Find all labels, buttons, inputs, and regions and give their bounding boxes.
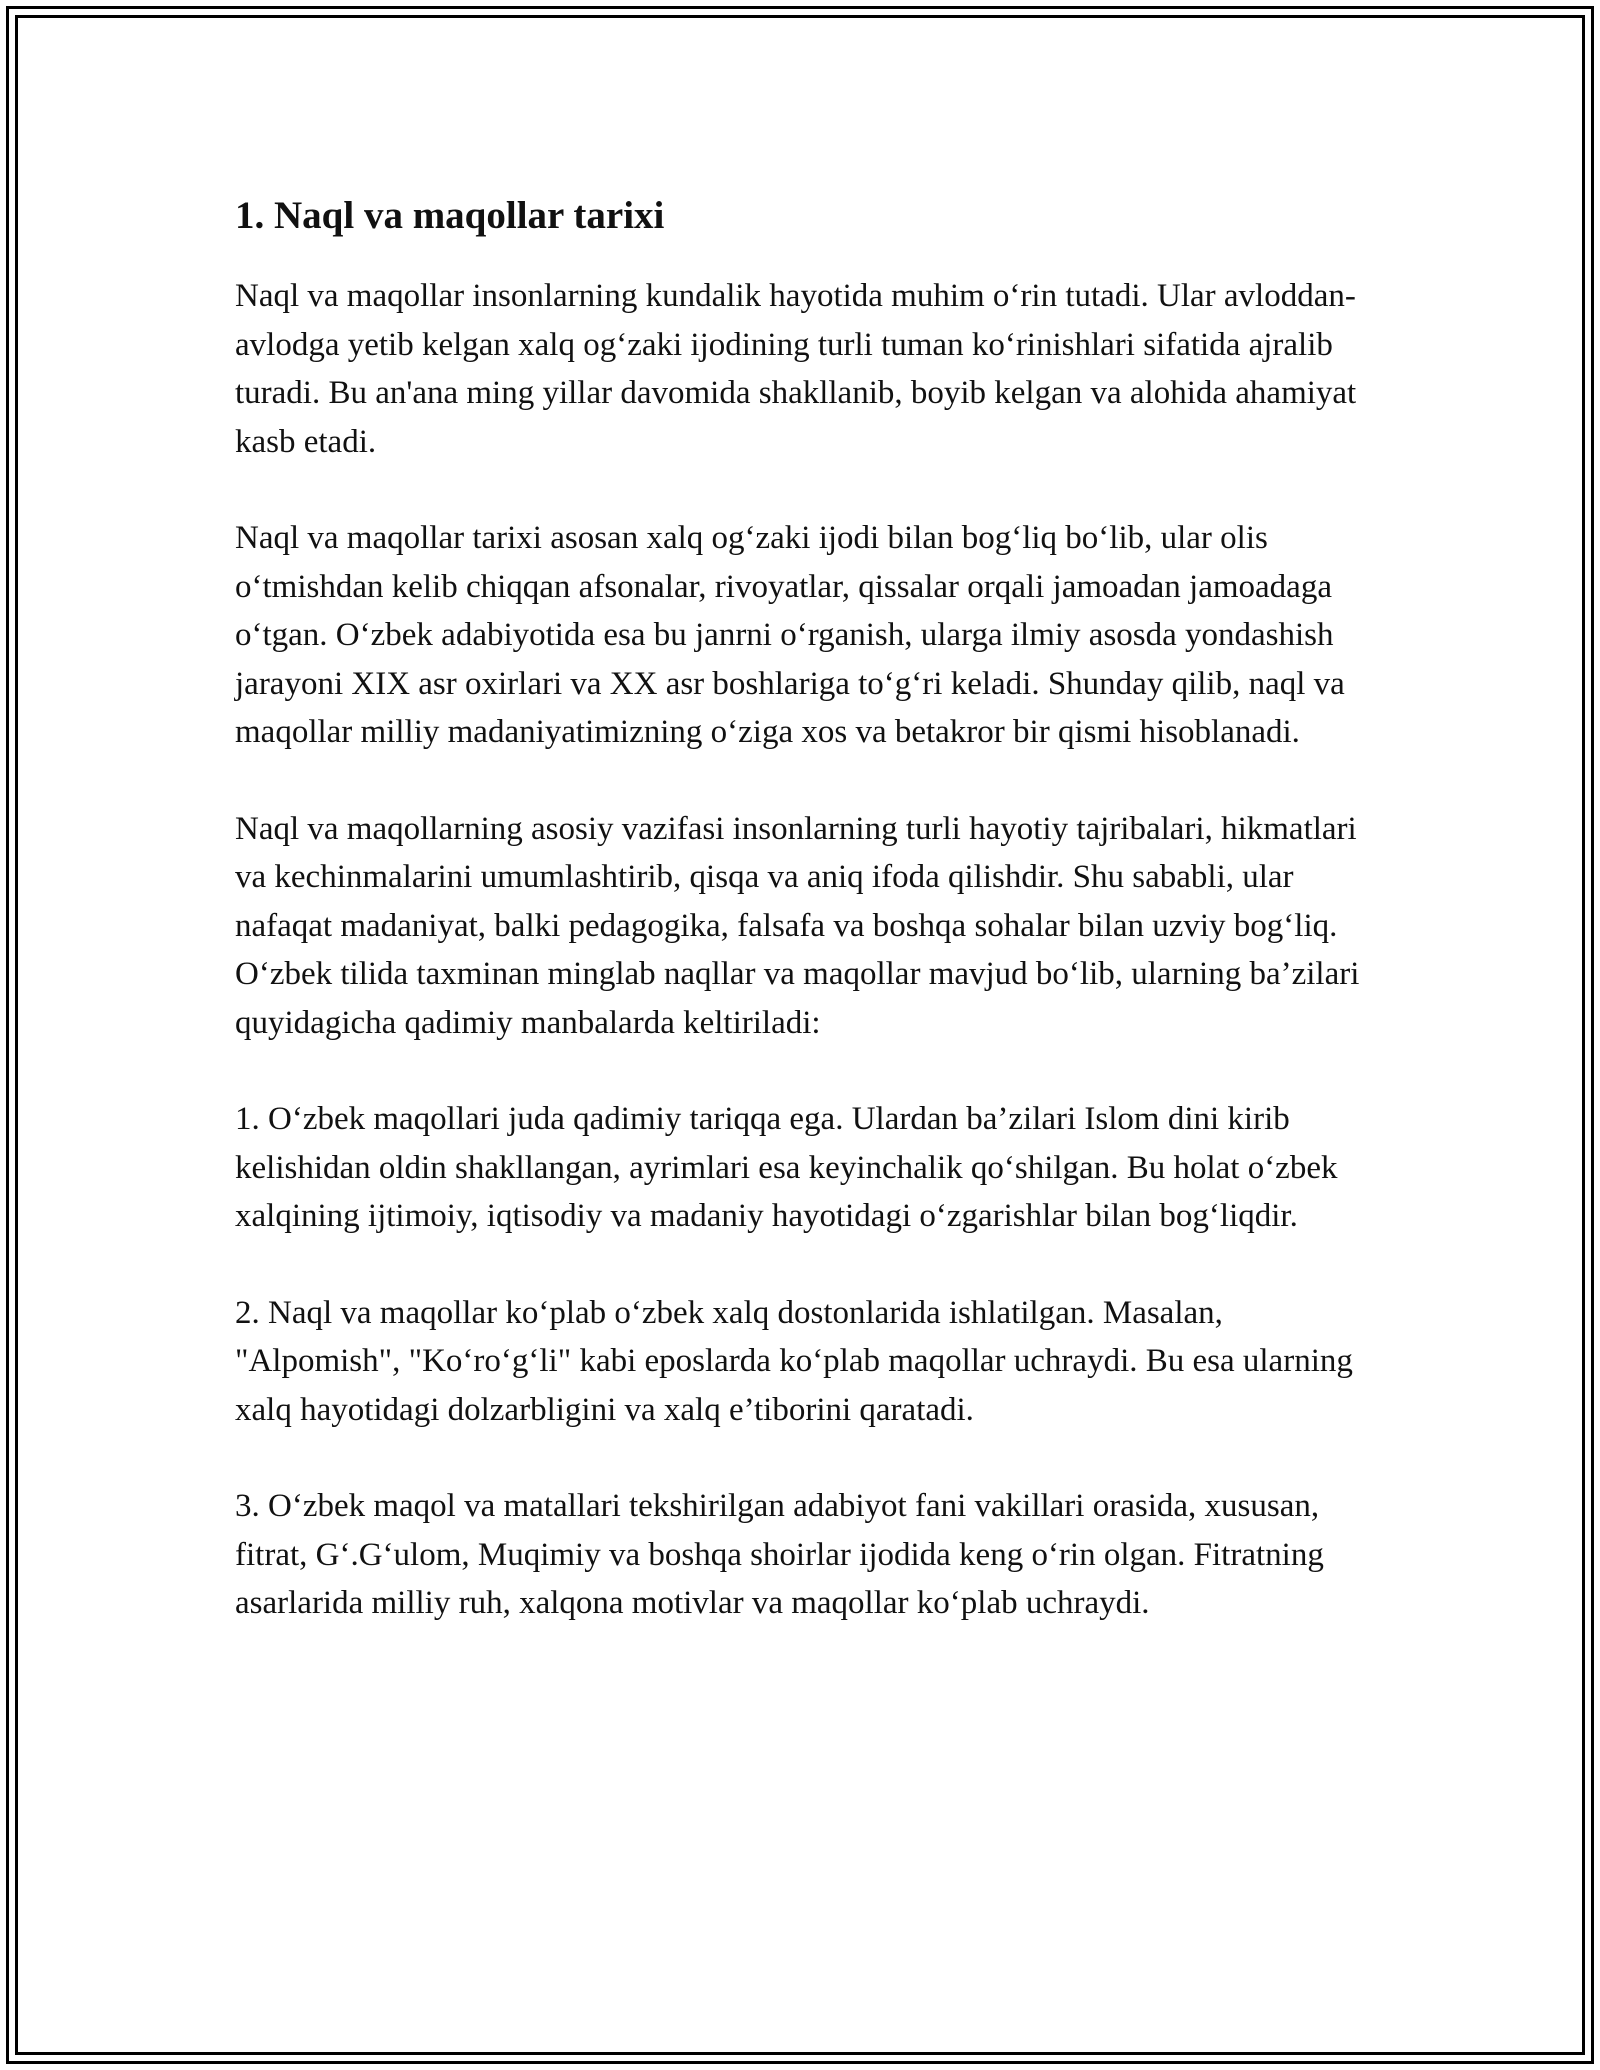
- list-item-1: 1. O‘zbek maqollari juda qadimiy tariqqa ega. Ulardan ba’zilari Islom dini kirib kelishidan oldin shakllangan, ayrimlari esa keyinchalik qo‘shilgan. Bu holat o‘zbek xalqining ijtimoiy, iqtisodiy va madaniy hayotidagi o‘zgarishlar bilan bog‘liqdir.: [235, 1101, 1338, 1234]
- paragraph-purpose: Naql va maqollarning asosiy vazifasi insonlarning turli hayotiy tajribalari, hikmatlari va kechinmalarini umumlashtirib, qisqa va aniq ifoda qilishdir. Shu sababli, ular nafaqat madaniyat, balki pedagogika, falsafa va boshqa sohalar bilan uzviy bog‘liq. O‘zbek tilida taxminan minglab naqllar va maqollar mavjud bo‘lib, ularning ba’zilari quyidagicha qadimiy manbalarda keltiriladi:: [235, 810, 1360, 1041]
- document-body: [235, 186, 1375, 1676]
- list-item-2: 2. Naql va maqollar ko‘plab o‘zbek xalq dostonlarida ishlatilgan. Masalan, "Alpomish", "Ko‘ro‘g‘li" kabi eposlarda ko‘plab maqollar uchraydi. Bu esa ularning xalq hayotidagi dolzarbligini va xalq e’tiborini qaratadi.: [235, 1294, 1353, 1428]
- section-heading: 1. Naql va maqollar tarixi: [235, 194, 665, 237]
- paragraph-history: Naql va maqollar tarixi asosan xalq og‘zaki ijodi bilan bog‘liq bo‘lib, ular olis o‘tmishdan kelib chiqqan afsonalar, rivoyatlar, qissalar orqali jamoadan jamoadaga o‘tgan. O‘zbek adabiyotida esa bu janrni o‘rganish, ularga ilmiy asosda yondashish jarayoni XIX asr oxirlari va XX asr boshlariga to‘g‘ri keladi. Shunday qilib, naql va maqollar milliy madaniyatimizning o‘ziga xos va betakror bir qismi hisoblanadi.: [235, 520, 1345, 750]
- list-item-3: 3. O‘zbek maqol va matallari tekshirilgan adabiyot fani vakillari orasida, xususan, fitrat, G‘.G‘ulom, Muqimiy va boshqa shoirlar ijodida keng o‘rin olgan. Fitratning asarlarida milliy ruh, xalqona motivlar va maqollar ko‘plab uchraydi.: [235, 1488, 1324, 1621]
- paragraph-intro: Naql va maqollar insonlarning kundalik hayotida muhim o‘rin tutadi. Ular avloddan-avlodga yetib kelgan xalq og‘zaki ijodining turli tuman ko‘rinishlari sifatida ajralib turadi. Bu an'ana ming yillar davomida shakllanib, boyib kelgan va alohida ahamiyat kasb etadi.: [235, 278, 1357, 460]
